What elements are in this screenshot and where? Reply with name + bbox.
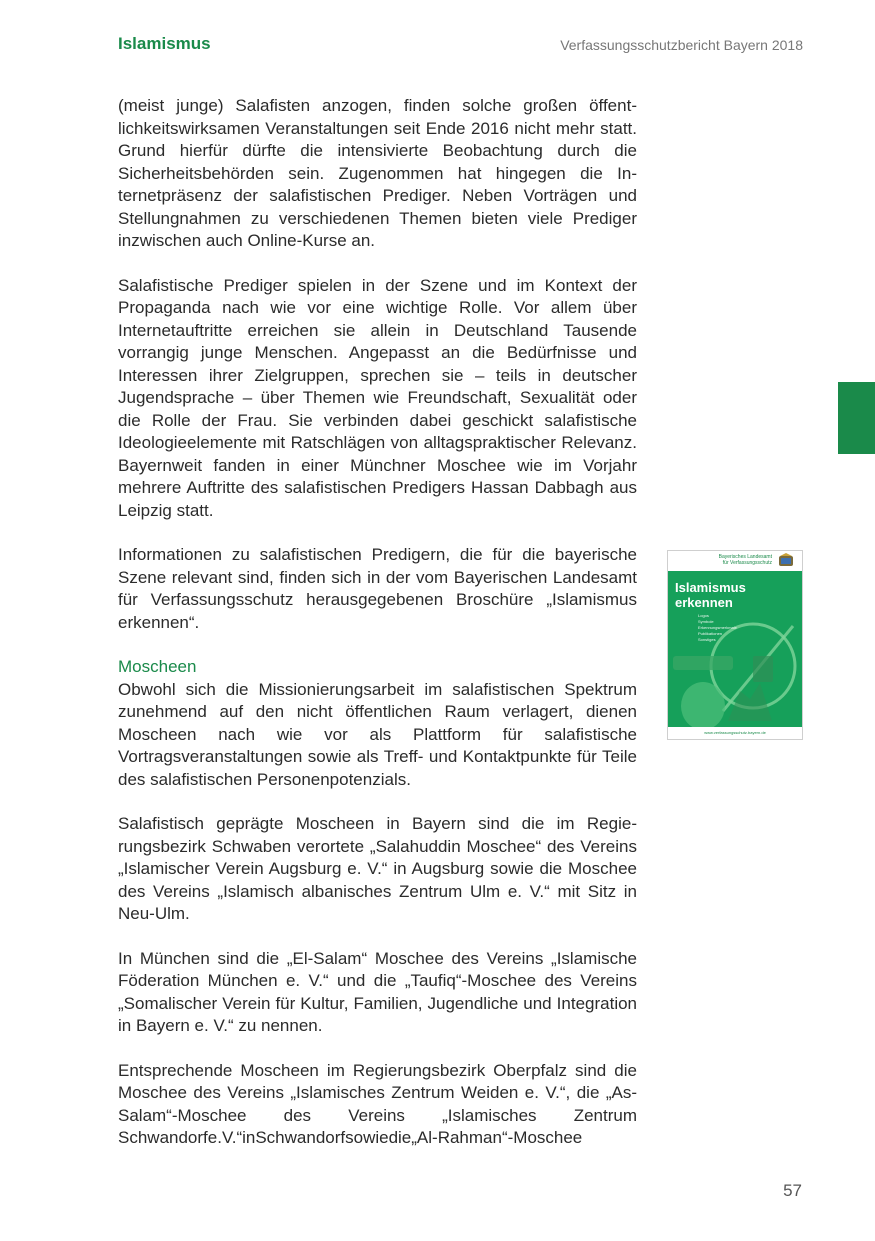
brochure-cover-panel: [668, 571, 802, 727]
section-title: Islamismus: [118, 34, 211, 53]
paragraph: Salafistische Prediger spielen in der Szene und im Kontext der Propaganda nach wie vor eine wichtige Rolle. Vor allem über Internetauftritte erreichen sie allein in Deutschland Tausende vorrangig junge Menschen. Angepasst an die Bedürfnisse und Interessen ihrer Zielgruppen, sprechen sie – teils in deutscher Jugendsprache – über Themen wie Freundschaft, Sexualität oder die Rolle der Frau. Sie verbinden dabei geschickt salafistische Ideologieelemente mit Ratschlägen von alltagspraktischer Relevanz. Bayernweit fanden in einer Münchner Moschee wie im Vorjahr mehrere Auftritte des salafistischen Predigers Hassan Dabbagh aus Leipzig statt.: [118, 275, 637, 520]
paragraph: (meist junge) Salafisten anzogen, finden solche großen öffentlichkeitswirksamen Veranstaltungen seit Ende 2016 nicht mehr statt. Grund hierfür dürfte die intensivierte Beobachtung durch die Sicherheitsbehörden sein. Zugenommen hat hingegen die Internetpräsenz der salafistischen Prediger. Neben Vorträgen und Stellungnahmen zu verschiedenen Themen bieten viele Prediger inzwischen auch Online-Kurse an.: [118, 96, 637, 250]
brochure-cover-image: [667, 550, 803, 740]
brochure-publisher: Bayerisches Landesamt für Verfassungsschutz: [718, 554, 772, 566]
paragraph: Informationen zu salafistischen Predigern, die für die bayerische Szene relevant sind, finden sich in der vom Bayerischen Landesamt für Verfassungsschutz herausgegebenen Broschüre „Islamismus erkennen“.: [118, 545, 637, 632]
page-number: 57: [783, 1181, 802, 1200]
paragraph: Salafistisch geprägte Moscheen in Bayern sind die im Regierungsbezirk Schwaben verortete „Salahuddin Moschee“ des Vereins „Islamischer Verein Augsburg e. V.“ in Augsburg sowie die Moschee des Vereins „Islamisch albanisches Zentrum Ulm e. V.“ mit Sitz in Neu-Ulm.: [118, 814, 637, 923]
brochure-title: Islamismus erkennen: [675, 580, 746, 610]
report-title: Verfassungsschutzbericht Bayern 2018: [560, 37, 803, 53]
paragraph: Entsprechende Moscheen im Regierungsbezirk Oberpfalz sind die Moschee des Vereins „Islamisches Zentrum Weiden e. V.“, die „As-Salam“-Moschee des Vereins „Islamisches Zentrum Schwandorfe.V.“inSchwandorfsowiedie„Al-Rahman“-Moschee: [118, 1060, 637, 1147]
brochure-topic-list: Logos Symbole Erkennungsmerkmale Publikationen Sonstiges: [698, 613, 737, 642]
brochure-url: www.verfassungsschutz.bayern.de: [704, 730, 766, 735]
paragraph: Obwohl sich die Missionierungsarbeit im salafistischen Spektrum zunehmend auf den nicht öffentlichen Raum verlagert, dienen Moscheen nach wie vor als Plattform für salafistische Vortragsveranstaltungen sowie als Treff- und Kontaktpunkte für Teile des salafistischen Personenpotenzials.: [118, 679, 637, 789]
paragraph: In München sind die „El-Salam“ Moschee des Vereins „Islamische Föderation München e. V.“ und die „Taufiq“-Moschee des Vereins „Somalischer Verein für Kultur, Familien, Jugendliche und Integration in Bayern e. V.“ zu nennen.: [118, 948, 637, 1035]
brochure-header: [668, 551, 802, 571]
coat-of-arms-icon: [778, 553, 794, 567]
subheading-moscheen: Moscheen: [118, 657, 197, 676]
chapter-tab-marker: [838, 382, 875, 454]
main-text: [118, 95, 637, 1150]
